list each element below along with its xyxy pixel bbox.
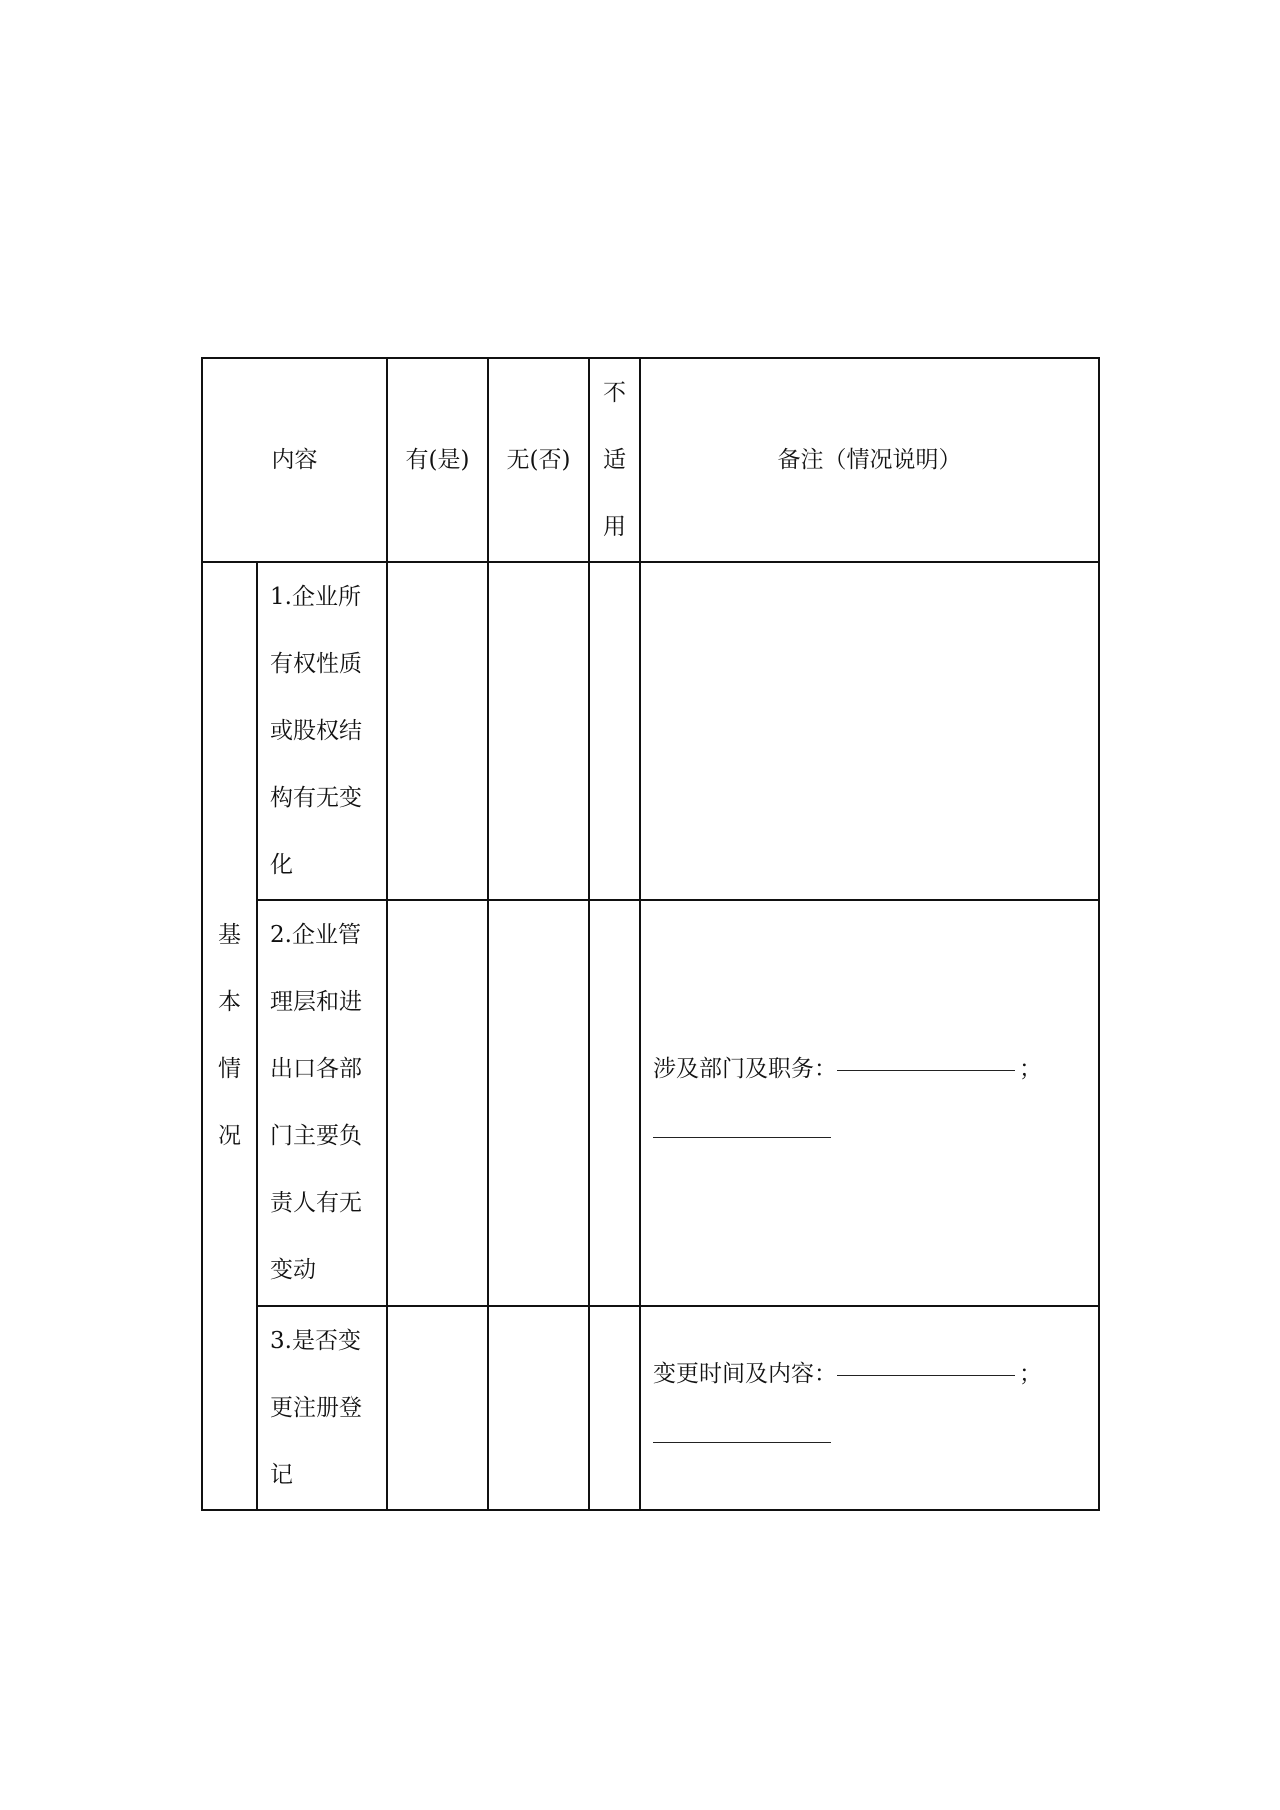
item-1-remark-cell[interactable] (640, 562, 1099, 900)
item-3-na-cell[interactable] (589, 1306, 640, 1510)
item-1-text (257, 562, 387, 900)
item-2-remark-cell (640, 900, 1099, 1306)
item-line: 3.是否变 (270, 1327, 361, 1354)
section-title-char: 本 (218, 989, 241, 1015)
table-row (202, 1306, 1099, 1510)
header-na-char: 不 (603, 379, 626, 406)
fill-in-blank[interactable] (653, 1137, 831, 1138)
remark-line (653, 1341, 1098, 1408)
item-1-yes-cell[interactable] (387, 562, 488, 900)
item-line: 2.企业管 (270, 922, 361, 948)
inspection-form-table (201, 357, 1100, 1511)
item-1-no-cell[interactable] (488, 562, 589, 900)
remark-separator: ； (1019, 1056, 1042, 1082)
item-1-na-cell[interactable] (589, 562, 640, 900)
fill-in-blank[interactable] (837, 1070, 1015, 1071)
item-line: 更注册登 (270, 1394, 362, 1421)
item-line: 理层和进 (270, 989, 362, 1015)
table-row (202, 900, 1099, 1306)
remark-line (653, 1103, 1098, 1170)
table-row (202, 562, 1099, 900)
item-line: 门主要负 (270, 1123, 362, 1149)
item-line: 构有无变 (270, 784, 362, 811)
item-line: 或股权结 (270, 717, 362, 744)
header-not-applicable (589, 358, 640, 562)
item-line: 变动 (270, 1257, 316, 1283)
section-title-char: 况 (218, 1123, 241, 1149)
header-yes: 有(是) (387, 358, 488, 562)
section-title-char: 情 (218, 1056, 241, 1082)
remark-separator: ； (1019, 1361, 1042, 1387)
item-3-no-cell[interactable] (488, 1306, 589, 1510)
item-line: 化 (270, 851, 293, 878)
section-title-char: 基 (218, 922, 241, 948)
item-2-no-cell[interactable] (488, 900, 589, 1306)
item-2-text (257, 900, 387, 1306)
item-line: 记 (270, 1461, 293, 1488)
remark-label: 变更时间及内容： (653, 1361, 837, 1387)
fill-in-blank[interactable] (653, 1442, 831, 1443)
header-content: 内容 (202, 358, 387, 562)
remark-line (653, 1036, 1098, 1103)
remark-label: 涉及部门及职务： (653, 1056, 837, 1082)
item-2-yes-cell[interactable] (387, 900, 488, 1306)
header-no: 无(否) (488, 358, 589, 562)
header-na-char: 适 (603, 446, 626, 473)
item-line: 出口各部 (270, 1056, 362, 1082)
item-line: 责人有无 (270, 1190, 362, 1216)
item-line: 有权性质 (270, 650, 362, 677)
header-na-char: 用 (603, 513, 626, 540)
fill-in-blank[interactable] (837, 1375, 1015, 1376)
section-title (202, 562, 257, 1510)
header-row (202, 358, 1099, 562)
item-2-na-cell[interactable] (589, 900, 640, 1306)
item-line: 1.企业所 (270, 583, 361, 610)
remark-line (653, 1408, 1098, 1475)
header-remarks: 备注（情况说明） (640, 358, 1099, 562)
item-3-remark-cell (640, 1306, 1099, 1510)
item-3-text (257, 1306, 387, 1510)
item-3-yes-cell[interactable] (387, 1306, 488, 1510)
